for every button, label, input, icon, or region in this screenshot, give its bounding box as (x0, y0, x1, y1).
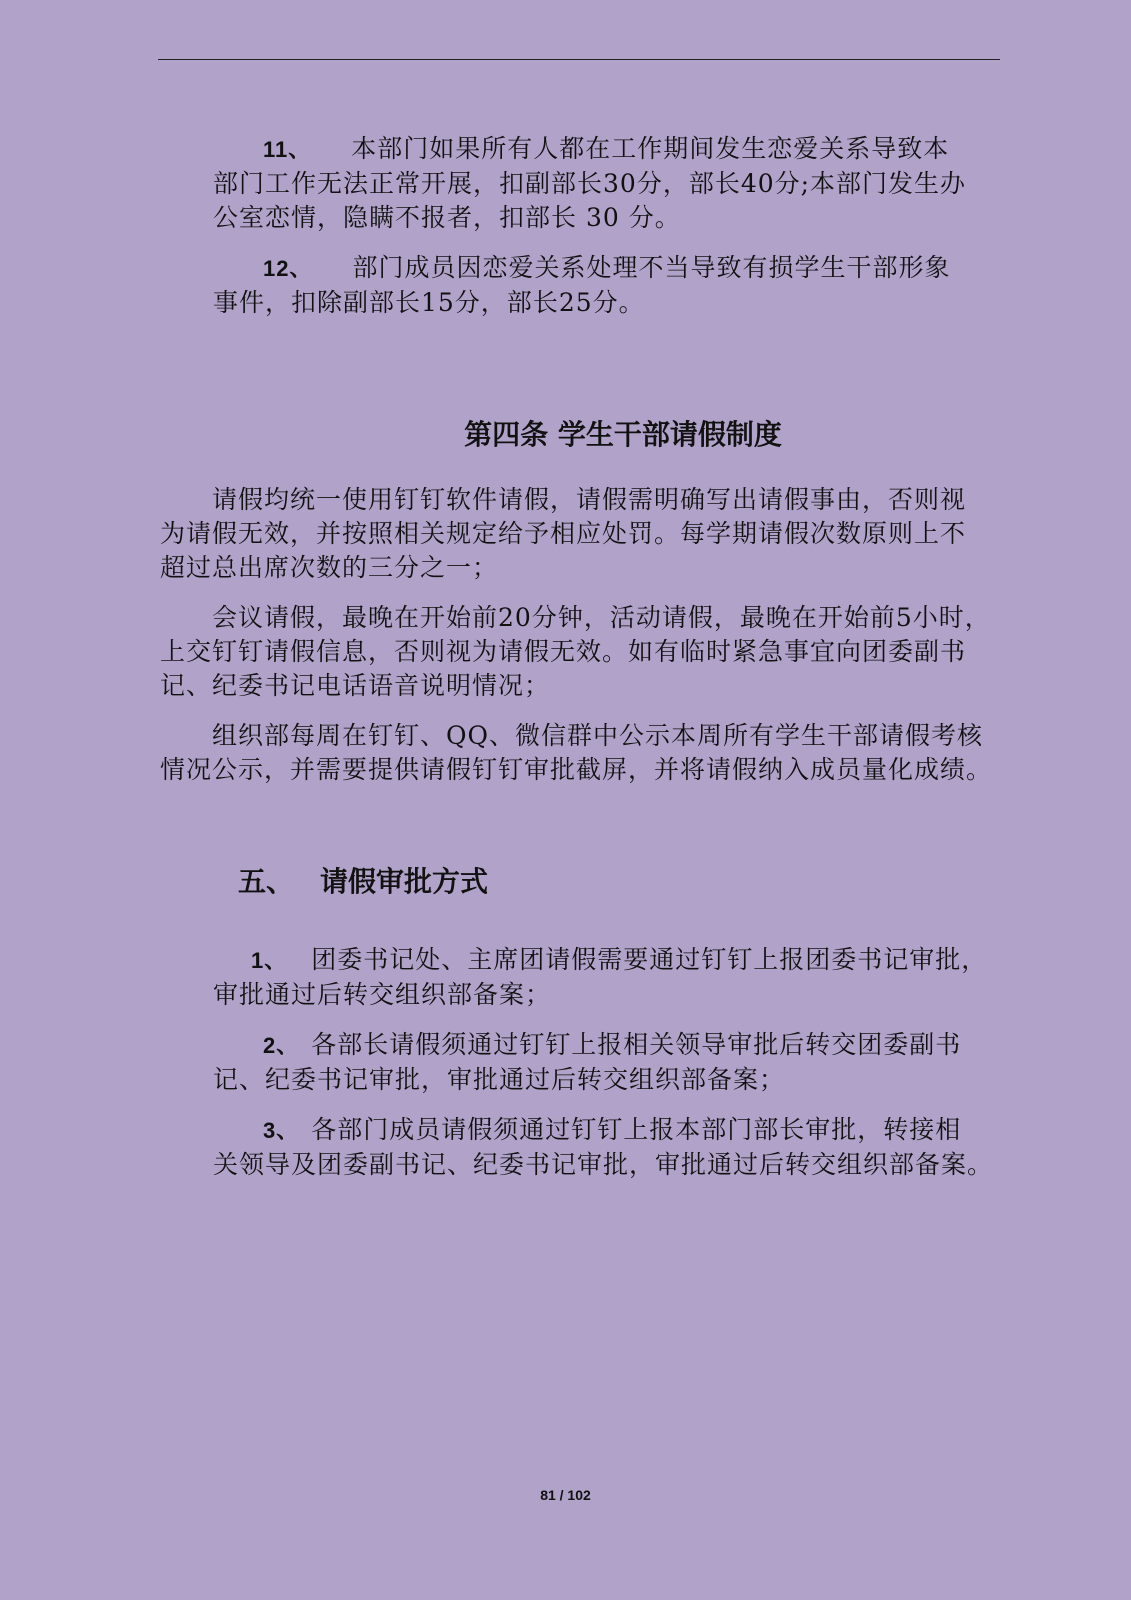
item-number: 1、 (251, 948, 288, 973)
section-number: 五、 (238, 865, 295, 898)
paragraph-line: 情况公示，并需要提供请假钉钉审批截屏，并将请假纳入成员量化成绩。 (160, 755, 993, 784)
paragraph-line: 请假均统一使用钉钉软件请假，请假需明确写出请假事由，否则视 (212, 485, 967, 514)
item-text-line: 团委书记处、主席团请假需要通过钉钉上报团委书记审批， (311, 945, 988, 974)
item-text-line: 审批通过后转交组织部备案； (213, 980, 552, 1009)
clause-text-line: 公室恋情，隐瞒不报者，扣部长 30 分。 (213, 203, 681, 232)
item-text-line: 各部长请假须通过钉钉上报相关领导审批后转交团委副书 (311, 1030, 962, 1059)
clause-text-line: 部门工作无法正常开展，扣副部长30分，部长40分;本部门发生办 (213, 169, 967, 198)
paragraph-line: 上交钉钉请假信息，否则视为请假无效。如有临时紧急事宜向团委副书 (160, 637, 967, 666)
approval-item-1 (213, 943, 1023, 1012)
approval-item-2 (213, 1028, 1023, 1097)
item-number: 3、 (263, 1118, 300, 1143)
clause-item-11 (213, 132, 1013, 235)
clause-text-line: 部门成员因恋爱关系处理不当导致有损学生干部形象 (352, 253, 951, 282)
approval-item-3 (213, 1113, 1023, 1182)
article-heading: 第四条 学生干部请假制度 (464, 418, 782, 451)
article-paragraph (160, 483, 1020, 585)
paragraph-line: 记、纪委书记电话语音说明情况； (160, 671, 551, 700)
clause-text-line: 本部门如果所有人都在工作期间发生恋爱关系导致本 (351, 134, 950, 163)
paragraph-line: 超过总出席次数的三分之一； (160, 553, 499, 582)
clause-item-12 (213, 251, 1013, 320)
section-heading (238, 864, 488, 900)
item-number: 2、 (263, 1033, 300, 1058)
page-number: 81 / 102 (540, 1487, 591, 1503)
item-text-line: 各部门成员请假须通过钉钉上报本部门部长审批，转接相 (311, 1115, 962, 1144)
header-divider (158, 59, 1000, 60)
clause-number: 11、 (263, 137, 312, 162)
article-paragraph (160, 601, 1020, 703)
section-title: 请假审批方式 (320, 865, 489, 898)
article-paragraph (160, 719, 1030, 787)
item-text-line: 关领导及团委副书记、纪委书记审批，审批通过后转交组织部备案。 (213, 1150, 994, 1179)
paragraph-line: 组织部每周在钉钉、QQ、微信群中公示本周所有学生干部请假考核 (212, 721, 983, 750)
clause-number: 12、 (263, 256, 313, 281)
paragraph-line: 为请假无效，并按照相关规定给予相应处罚。每学期请假次数原则上不 (160, 519, 967, 548)
item-text-line: 记、纪委书记审批，审批通过后转交组织部备案； (213, 1065, 786, 1094)
paragraph-line: 会议请假，最晚在开始前20分钟，活动请假，最晚在开始前5小时， (212, 603, 991, 632)
clause-text-line: 事件，扣除副部长15分，部长25分。 (213, 288, 645, 317)
